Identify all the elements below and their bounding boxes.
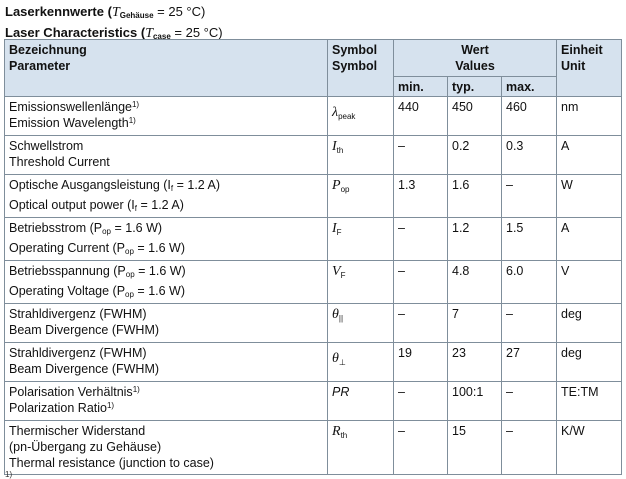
max-cell: 0.3 — [502, 136, 557, 175]
max-cell: 27 — [502, 343, 557, 382]
param-cell: Strahldivergenz (FWHM) Beam Divergence (FWHM) — [5, 343, 328, 382]
header-unit: Einheit Unit — [557, 40, 622, 97]
symbol-cell: PR — [328, 382, 394, 421]
unit-cell: K/W — [557, 421, 622, 475]
symbol-cell: $\theta_\perp$ — [328, 343, 394, 382]
header-min: min. — [394, 77, 448, 97]
max-cell: – — [502, 175, 557, 218]
table-row — [5, 421, 622, 475]
max-cell: – — [502, 382, 557, 421]
min-cell: – — [394, 304, 448, 343]
header-values: Wert Values — [394, 40, 557, 77]
max-cell: 1.5 — [502, 218, 557, 261]
max-cell: – — [502, 304, 557, 343]
typ-cell: 0.2 — [448, 136, 502, 175]
table-row — [5, 261, 622, 304]
header-symbol: Symbol Symbol — [328, 40, 394, 97]
max-cell: – — [502, 421, 557, 475]
typ-cell: 100:1 — [448, 382, 502, 421]
laser-characteristics-table — [4, 39, 622, 475]
table-row — [5, 304, 622, 343]
header-row — [5, 40, 622, 77]
min-cell: – — [394, 382, 448, 421]
unit-cell: deg — [557, 304, 622, 343]
symbol-cell: $\lambda_{peak}$ — [328, 97, 394, 136]
unit-cell: nm — [557, 97, 622, 136]
param-cell: Betriebsstrom (Pop = 1.6 W) Operating Current (Pop = 1.6 W) — [5, 218, 328, 261]
min-cell: – — [394, 261, 448, 304]
symbol-cell: $I_F$ — [328, 218, 394, 261]
min-cell: 440 — [394, 97, 448, 136]
header-parameter: Bezeichnung Parameter — [5, 40, 328, 97]
symbol-cell: $I_{th}$ — [328, 136, 394, 175]
typ-cell: 23 — [448, 343, 502, 382]
table-row — [5, 382, 622, 421]
param-cell: Strahldivergenz (FWHM) Beam Divergence (FWHM) — [5, 304, 328, 343]
typ-cell: 1.2 — [448, 218, 502, 261]
symbol-cell: $V_F$ — [328, 261, 394, 304]
typ-cell: 450 — [448, 97, 502, 136]
typ-cell: 4.8 — [448, 261, 502, 304]
param-cell: Thermischer Widerstand (pn-Übergang zu Gehäuse) Thermal resistance (junction to case) — [5, 421, 328, 475]
header-max: max. — [502, 77, 557, 97]
min-cell: – — [394, 421, 448, 475]
min-cell: 19 — [394, 343, 448, 382]
max-cell: 460 — [502, 97, 557, 136]
symbol-cell: $R_{th}$ — [328, 421, 394, 475]
table-row — [5, 97, 622, 136]
param-cell: Emissionswellenlänge$^{1)}$ Emission Wavelength$^{1)}$ — [5, 97, 328, 136]
typ-cell: 7 — [448, 304, 502, 343]
unit-cell: A — [557, 218, 622, 261]
unit-cell: V — [557, 261, 622, 304]
unit-cell: A — [557, 136, 622, 175]
typ-cell: 15 — [448, 421, 502, 475]
unit-cell: TE:TM — [557, 382, 622, 421]
heading-english: Laser Characteristics ($T_{case} = 25$ °C) — [5, 25, 223, 41]
symbol-cell: $P_{op}$ — [328, 175, 394, 218]
heading-german: Laserkennwerte ($T_{Gehäuse} = 25$ °C) — [5, 4, 206, 20]
min-cell: – — [394, 218, 448, 261]
param-cell: Polarisation Verhältnis$^{1)}$ Polarization Ratio$^{1)}$ — [5, 382, 328, 421]
unit-cell: W — [557, 175, 622, 218]
param-cell: Betriebsspannung (Pop = 1.6 W) Operating Voltage (Pop = 1.6 W) — [5, 261, 328, 304]
table-row — [5, 218, 622, 261]
table-row — [5, 343, 622, 382]
symbol-cell: $\theta_{||}$ — [328, 304, 394, 343]
param-cell: Optische Ausgangsleistung (If = 1.2 A) Optical output power (If = 1.2 A) — [5, 175, 328, 218]
param-cell: Schwellstrom Threshold Current — [5, 136, 328, 175]
max-cell: 6.0 — [502, 261, 557, 304]
footnote: 1) — [5, 470, 13, 479]
table-row — [5, 175, 622, 218]
typ-cell: 1.6 — [448, 175, 502, 218]
min-cell: – — [394, 136, 448, 175]
table-row — [5, 136, 622, 175]
min-cell: 1.3 — [394, 175, 448, 218]
unit-cell: deg — [557, 343, 622, 382]
header-typ: typ. — [448, 77, 502, 97]
